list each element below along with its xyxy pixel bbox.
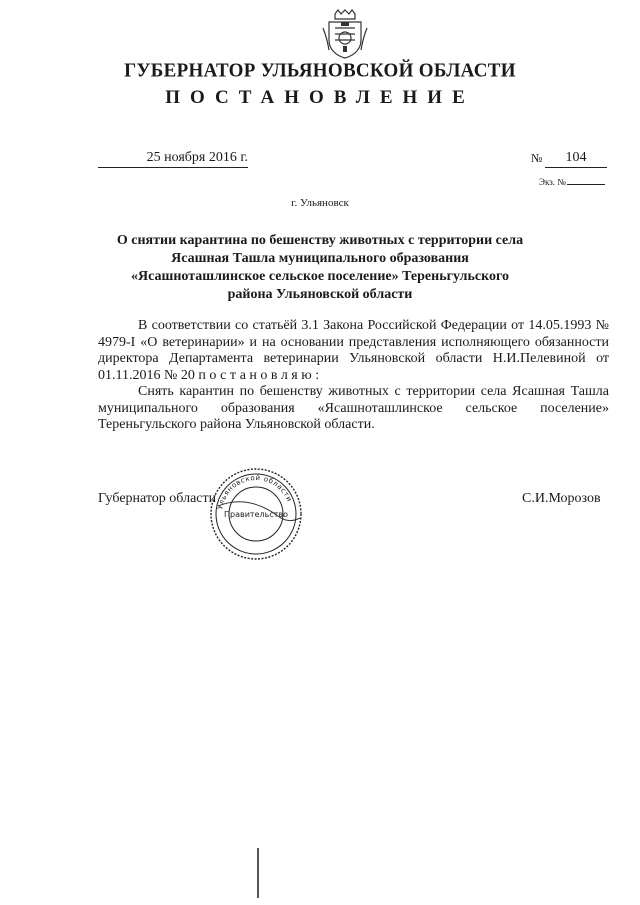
issuing-authority: ГУБЕРНАТОР УЛЬЯНОВСКОЙ ОБЛАСТИ [124, 59, 516, 82]
copy-number [539, 177, 605, 187]
scan-artifact-line [257, 848, 259, 898]
svg-text:Ульяновской области [216, 474, 293, 510]
copy-label: Экз. № [539, 177, 566, 187]
decree-word: постановляю: [198, 367, 323, 383]
signatory-name: С.И.Морозов [522, 491, 601, 506]
decree-date: 25 ноября 2016 г. [98, 149, 248, 168]
decree-body [98, 318, 609, 434]
seal-ring-text: Ульяновской области [216, 473, 294, 511]
body-paragraph-preamble [98, 318, 609, 384]
preamble-text: В соответствии со статьёй 3.1 Закона Российской Федерации от 14.05.1993 № 4979-I «О ветеринарии» и на основании представления исполняющего обязанности директора Департамента ветеринарии Ульяновской области Н.И.Пелевиной от 01.11.2016 № 20 [98, 318, 609, 383]
round-seal-icon [208, 466, 304, 562]
decree-title: О снятии карантина по бешенству животных с территории села Ясашная Ташла муниципального образования «Ясашноташлинское сельское поселение» Тереньгульского района Ульяновской области [116, 233, 524, 302]
decree-number: 104 [545, 149, 607, 168]
seal-center-text: Правительство [224, 510, 288, 519]
signatory-role: Губернатор области [98, 491, 217, 506]
document-type: ПОСТАНОВЛЕНИЕ [165, 87, 475, 108]
place-of-issue: г. Ульяновск [291, 197, 349, 209]
coat-of-arms-icon [321, 8, 369, 60]
body-paragraph-resolution: Снять карантин по бешенству животных с территории села Ясашная Ташла муниципального образования «Ясашноташлинское сельское поселение» Тереньгульского района Ульяновской области. [98, 384, 609, 432]
copy-number-blank [567, 184, 605, 185]
number-sign: № [531, 151, 543, 165]
